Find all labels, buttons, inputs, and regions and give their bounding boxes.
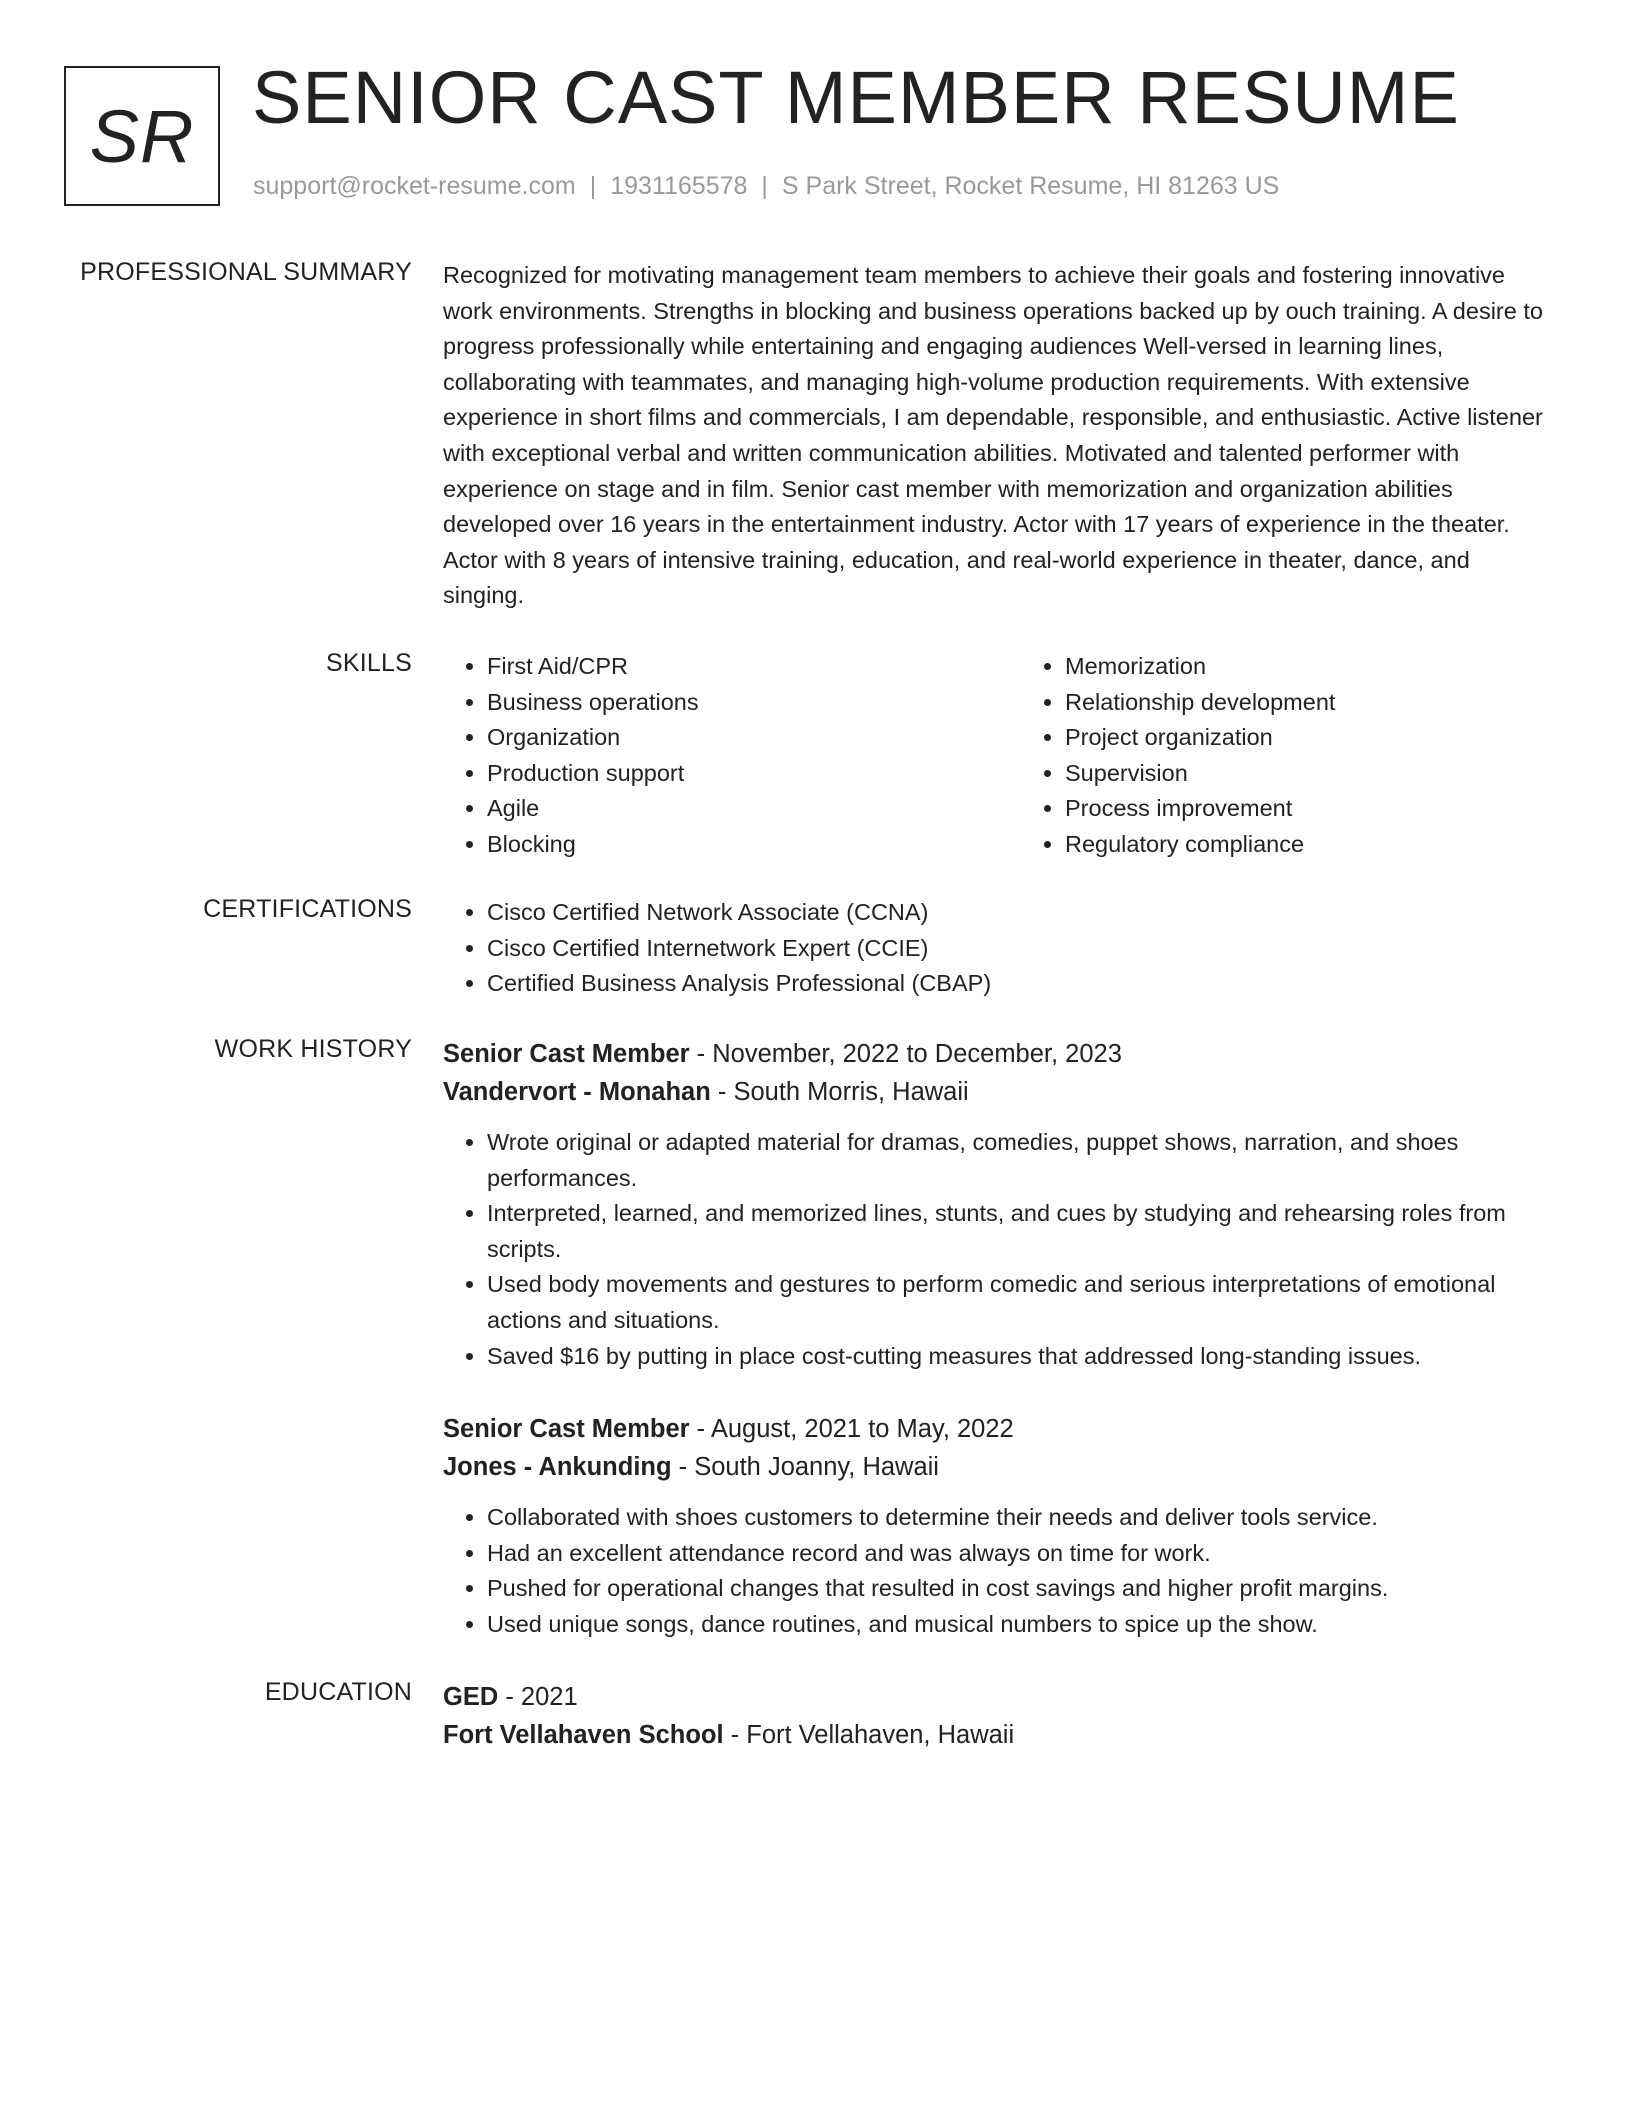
certification-item: • Cisco Certified Internetwork Expert (CCIE) bbox=[487, 931, 1555, 967]
skill-item: • Agile bbox=[487, 791, 977, 827]
skill-item: • Relationship development bbox=[1065, 685, 1555, 721]
education-location: - Fort Vellahaven, Hawaii bbox=[723, 1721, 1015, 1749]
section-label-work-history: WORK HISTORY bbox=[214, 1035, 412, 1063]
section-label-education: EDUCATION bbox=[264, 1678, 412, 1706]
contact-email[interactable]: support@rocket-resume.com bbox=[253, 172, 576, 200]
contact-address: S Park Street, Rocket Resume, HI 81263 US bbox=[781, 172, 1280, 200]
job-bullet: • Used body movements and gestures to perform comedic and serious interpretations of emotional actions and situations. bbox=[487, 1267, 1555, 1338]
job-bullet: • Collaborated with shoes customers to determine their needs and deliver tools service. bbox=[487, 1500, 1555, 1536]
contact-phone[interactable]: 1931165578 bbox=[610, 172, 748, 200]
education-school-line bbox=[443, 1716, 1555, 1754]
education-year: - 2021 bbox=[498, 1683, 578, 1711]
skill-item: • Process improvement bbox=[1065, 791, 1555, 827]
job-bullet: • Pushed for operational changes that resulted in cost savings and higher profit margins. bbox=[487, 1571, 1555, 1607]
job-dates: - November, 2022 to December, 2023 bbox=[689, 1040, 1122, 1068]
resume-title: SENIOR CAST MEMBER RESUME bbox=[252, 56, 1460, 139]
job-title: Senior Cast Member bbox=[443, 1415, 690, 1443]
job-bullet: • Interpreted, learned, and memorized lines, stunts, and cues by studying and rehearsing roles from scripts. bbox=[487, 1196, 1555, 1267]
contact-line bbox=[253, 172, 1279, 201]
job-entry bbox=[443, 1410, 1555, 1642]
education-entry bbox=[443, 1678, 1555, 1754]
contact-separator: | bbox=[761, 172, 768, 200]
job-company: Vandervort - Monahan bbox=[443, 1078, 711, 1106]
job-title-line bbox=[443, 1410, 1555, 1448]
skills-list-left bbox=[443, 649, 977, 863]
job-location: - South Morris, Hawaii bbox=[710, 1078, 969, 1106]
section-label-skills: SKILLS bbox=[326, 649, 412, 677]
section-label-certifications: CERTIFICATIONS bbox=[203, 895, 412, 923]
skills-lists bbox=[443, 649, 1555, 863]
summary-text: Recognized for motivating management team members to achieve their goals and fostering innovative work environments. Strengths in blocking and business operations backed up by ouch training. A desire to progress professionally while entertaining and engaging audiences Well-versed in learning lines, collaborating with teammates, and managing high-volume production requirements. With extensive experience in short films and commercials, I am dependable, responsible, and enthusiastic. Active listener with exceptional verbal and written communication abilities. Motivated and talented performer with experience on stage and in film. Senior cast member with memorization and organization abilities developed over 16 years in the entertainment industry. Actor with 17 years of experience in the theater. Actor with 8 years of intensive training, education, and real-world experience in theater, dance, and singing. bbox=[443, 262, 1543, 609]
job-dates: - August, 2021 to May, 2022 bbox=[689, 1415, 1014, 1443]
job-bullet: • Saved $16 by putting in place cost-cutting measures that addressed long-standing issues. bbox=[487, 1339, 1555, 1375]
section-label-summary: PROFESSIONAL SUMMARY bbox=[80, 258, 412, 286]
skill-item: • Regulatory compliance bbox=[1065, 827, 1555, 863]
certification-item: • Certified Business Analysis Professional (CBAP) bbox=[487, 966, 1555, 1002]
skill-item: • Business operations bbox=[487, 685, 977, 721]
skill-item: • Memorization bbox=[1065, 649, 1555, 685]
skill-item: • Production support bbox=[487, 756, 977, 792]
education-degree: GED bbox=[443, 1683, 499, 1711]
job-title: Senior Cast Member bbox=[443, 1040, 690, 1068]
skills-list-right bbox=[1021, 649, 1555, 863]
job-company-line bbox=[443, 1073, 1555, 1111]
skill-item: • Project organization bbox=[1065, 720, 1555, 756]
job-bullet: • Used unique songs, dance routines, and musical numbers to spice up the show. bbox=[487, 1607, 1555, 1643]
certifications-list-wrap bbox=[443, 895, 1555, 1002]
job-bullets bbox=[443, 1500, 1555, 1642]
skill-item: • First Aid/CPR bbox=[487, 649, 977, 685]
education-degree-line bbox=[443, 1678, 1555, 1716]
job-bullets bbox=[443, 1125, 1555, 1374]
job-company: Jones - Ankunding bbox=[443, 1453, 672, 1481]
job-entry bbox=[443, 1035, 1555, 1374]
job-bullet: • Wrote original or adapted material for dramas, comedies, puppet shows, narration, and shoes performances. bbox=[487, 1125, 1555, 1196]
job-title-line bbox=[443, 1035, 1555, 1073]
monogram-badge: SR bbox=[64, 66, 220, 206]
certifications-list bbox=[443, 895, 1555, 1002]
skill-item: • Blocking bbox=[487, 827, 977, 863]
contact-separator: | bbox=[589, 172, 597, 200]
skill-item: • Organization bbox=[487, 720, 977, 756]
job-bullet: • Had an excellent attendance record and was always on time for work. bbox=[487, 1536, 1555, 1572]
certification-item: • Cisco Certified Network Associate (CCNA) bbox=[487, 895, 1555, 931]
education-school: Fort Vellahaven School bbox=[443, 1721, 724, 1749]
skill-item: • Supervision bbox=[1065, 756, 1555, 792]
job-company-line bbox=[443, 1448, 1555, 1486]
job-location: - South Joanny, Hawaii bbox=[671, 1453, 939, 1481]
